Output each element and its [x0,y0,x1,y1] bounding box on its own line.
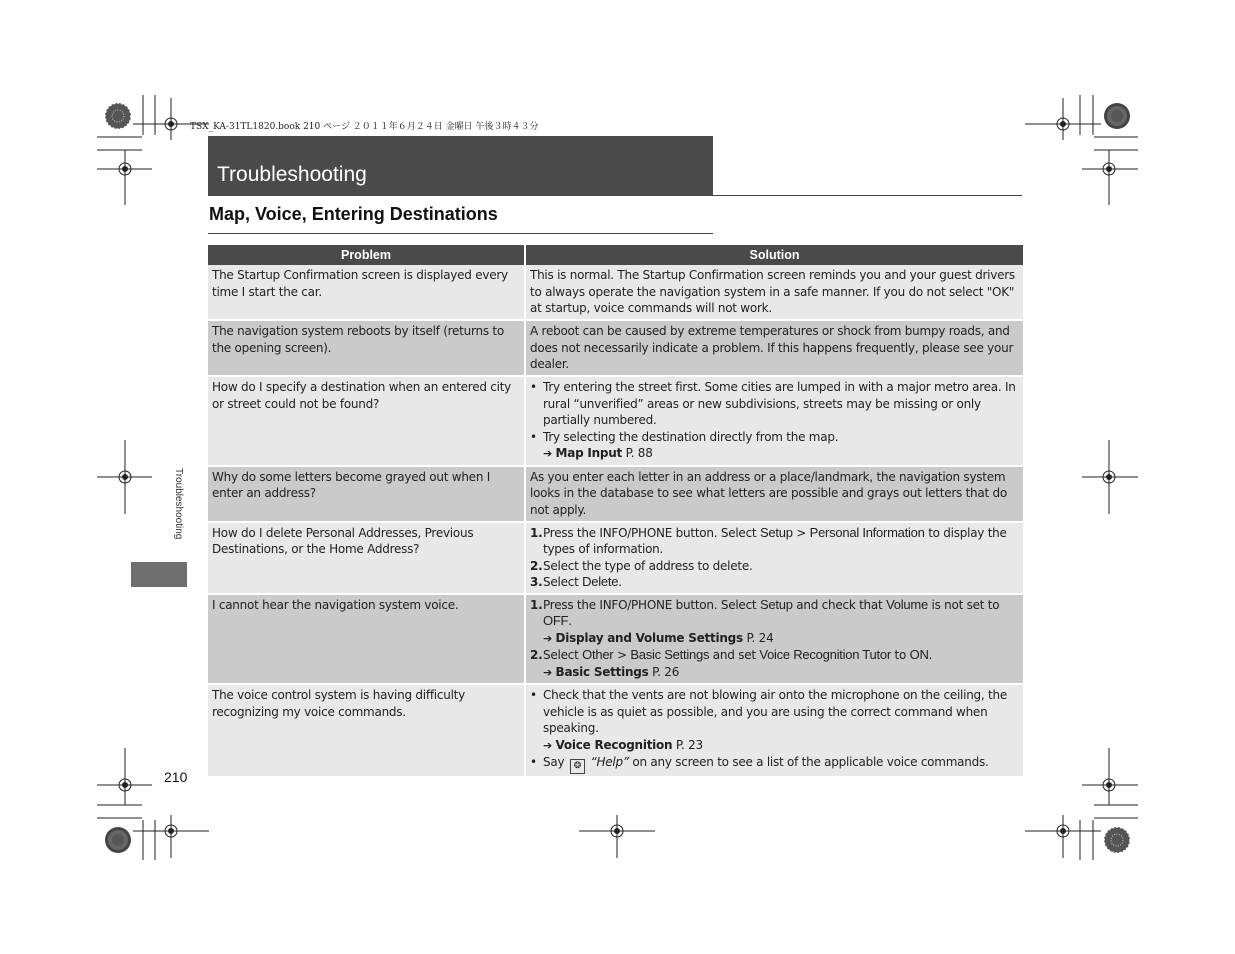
step-text: to [894,648,907,662]
reference-arrow-icon: ➔ [543,665,552,679]
page-number: 210 [164,769,188,785]
solution-step: 1. Press the INFO/PHONE button. Select Setup > Personal Information to display the types of information. [530,524,1007,556]
ui-label: Personal Information [809,524,925,540]
solution-cell: This is normal. The Startup Confirmation screen reminds you and your guest drivers to always operate the navigation system in a safe manner. If you do not select "OK" at startup, voice commands will not work. [526,265,1023,319]
solution-cell: A reboot can be caused by extreme temperatures or shock from bumpy roads, and does not necessarily indicate a problem. If this happens frequently, please see your dealer. [526,319,1023,375]
step-text: > [616,648,627,662]
step-text: . [568,614,572,628]
solution-step: 2. Select Other > Basic Settings and set Voice Recognition Tutor to ON. ➔ Basic Settings P. 26 [530,647,1019,681]
voice-command-icon: ❂ [570,759,585,774]
problem-column-header: Problem [208,245,526,265]
table-header-row [208,245,1023,265]
step-text: > [796,525,807,540]
solution-cell [526,593,1023,684]
ui-label: Volume [886,596,928,612]
crosshair-mark-right-middle [1082,440,1138,514]
ui-label: ON [909,647,929,662]
problem-cell: The Startup Confirmation screen is displayed every time I start the car. [208,265,526,319]
ui-label: OFF [543,613,569,628]
solution-bullet-text: Say [543,755,565,769]
table-row [208,465,1023,521]
ui-label: Setup [759,524,793,540]
solution-step: 3. Select Delete. [530,574,622,589]
calibration-disc-top-left [105,103,131,129]
page-reference-link[interactable] [543,664,679,682]
reference-page: P. 23 [675,737,703,752]
step-text: Select the type of address to delete. [543,558,753,573]
solution-step: 2. Select the type of address to delete. [530,558,753,573]
crosshair-mark-bottom-center [579,815,655,858]
solution-bullet-text: Check that the vents are not blowing air onto the microphone on the ceiling, the vehicle is as quiet as possible, and you are using the correct command when speaking. [543,688,1007,735]
page-reference-link[interactable] [543,445,653,463]
reference-title: Basic Settings [555,664,649,679]
step-text: to display the types of information. [543,525,1007,556]
ui-label: Delete [582,574,619,589]
table-row [208,521,1023,593]
ui-label: Voice Recognition Tutor [759,647,891,662]
step-text: Select [543,648,579,662]
step-text: and set [712,648,756,662]
solution-cell [526,375,1023,465]
solution-bullet [530,687,1019,754]
solution-bullet-text: Try selecting the destination directly from the map. [543,429,839,444]
problem-cell: The navigation system reboots by itself (returns to the opening screen). [208,319,526,375]
solution-cell: As you enter each letter in an address or a place/landmark, the navigation system looks in the database to see what letters are possible and grays out letters that do not apply. [526,465,1023,521]
ui-label: Other [582,647,614,662]
bullet-icon: • [530,688,537,702]
bullet-icon: • [530,429,537,444]
reference-page: P. 26 [652,664,680,679]
solution-bullet [530,429,1019,463]
chapter-title-bar [208,136,713,196]
ui-label: Setup [759,596,793,612]
problem-cell: I cannot hear the navigation system voice. [208,593,526,684]
table-row [208,375,1023,465]
step-text: Press the INFO/PHONE button. Select [543,597,757,612]
voice-command-text: “Help” [590,755,629,769]
reference-title: Display and Volume Settings [555,630,743,645]
solution-cell [526,521,1023,593]
reference-arrow-icon: ➔ [543,631,552,645]
reference-title: Voice Recognition [555,737,673,752]
reference-arrow-icon: ➔ [543,447,552,460]
step-text: and check that [796,597,883,612]
solution-bullet-text: Try entering the street first. Some cities are lumped in with a major metro area. In rural “unverified” areas or new subdivisions, streets may be missing or only partially numbered. [543,380,1016,427]
chapter-title: Troubleshooting [217,163,367,186]
solution-bullet [530,379,1019,429]
solution-cell [526,683,1023,776]
problem-cell: Why do some letters become grayed out when I enter an address? [208,465,526,521]
step-text: Select [543,575,579,589]
calibration-disc-bottom-left [105,827,131,853]
page-reference-link[interactable] [543,737,703,755]
bullet-icon: • [530,380,537,394]
section-divider [208,233,713,234]
solution-step: 1. Press the INFO/PHONE button. Select Setup and check that Volume is not set to OFF. ➔ Display and Volume Settings P. 24 [530,597,1019,648]
calibration-disc-top-right [1104,103,1130,129]
chapter-side-tab [131,562,187,587]
section-title: Map, Voice, Entering Destinations [209,204,498,224]
problem-cell: How do I specify a destination when an entered city or street could not be found? [208,375,526,465]
crosshair-mark-right-top [1082,150,1138,205]
solution-bullet-text: on any screen to see a list of the applicable voice commands. [632,755,989,769]
table-row [208,265,1023,319]
page-reference-link[interactable] [543,630,773,648]
table-row [208,593,1023,684]
crosshair-mark-right-bottom [1082,748,1138,805]
step-text: Press the INFO/PHONE button. Select [543,525,757,540]
table-row [208,319,1023,375]
reference-page: P. 88 [625,446,653,460]
step-text: . [618,575,622,589]
solution-bullet [530,754,1019,774]
ui-label: Basic Settings [630,647,710,662]
bullet-icon: • [530,755,537,769]
crosshair-mark-top-right [1025,98,1101,140]
reference-page: P. 24 [746,630,774,645]
crosshair-mark-left-top [97,150,152,205]
table-row [208,683,1023,776]
print-header-info: TSX_KA-31TL1820.book 210 ページ ２０１１年６月２４日 金曜日 午後３時４３分 [190,122,539,132]
crosshair-mark-bottom-right [1025,815,1101,858]
solution-column-header: Solution [526,245,1023,265]
problem-cell: The voice control system is having difficulty recognizing my voice commands. [208,683,526,776]
reference-arrow-icon: ➔ [543,738,552,752]
crosshair-mark-bottom-left [133,815,209,858]
title-divider [713,195,1022,196]
step-text: . [928,648,933,662]
side-tab-label: Troubleshooting [173,468,184,540]
problem-cell: How do I delete Personal Addresses, Previous Destinations, or the Home Address? [208,521,526,593]
troubleshooting-table [208,245,1023,776]
crosshair-mark-left-middle [97,440,152,514]
reference-title: Map Input [555,446,622,460]
crosshair-mark-left-bottom [97,748,152,805]
step-text: is not set to [931,597,1000,612]
calibration-disc-bottom-right [1104,827,1130,853]
